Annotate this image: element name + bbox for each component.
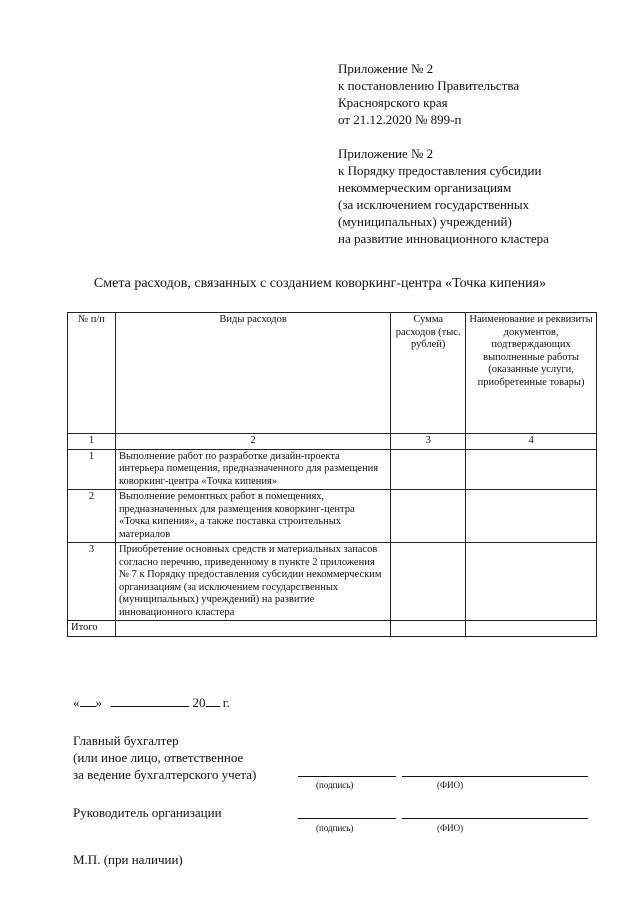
column-number: 4 bbox=[466, 434, 597, 450]
header-line: (муниципальных) учреждений) bbox=[338, 214, 512, 229]
column-number: 3 bbox=[391, 434, 466, 450]
head-sign-caption: (подпись) bbox=[316, 823, 354, 833]
header-line: к Порядку предоставления субсидии bbox=[338, 163, 542, 178]
accountant-label bbox=[73, 732, 256, 783]
total-label: Итого bbox=[68, 621, 116, 637]
total-amount bbox=[391, 621, 466, 637]
document-title: Смета расходов, связанных с созданием коворкинг-центра «Точка кипения» bbox=[93, 276, 547, 291]
header-spacer bbox=[338, 128, 549, 145]
header-number: № п/п bbox=[68, 313, 116, 434]
column-number: 2 bbox=[115, 434, 390, 450]
head-name-line[interactable] bbox=[402, 818, 588, 819]
header-amount: Сумма расходов (тыс. рублей) bbox=[391, 313, 466, 434]
total-row bbox=[68, 621, 597, 637]
year-prefix: 20 bbox=[192, 695, 206, 710]
header-line: Приложение № 2 bbox=[338, 61, 434, 76]
accountant-line: за ведение бухгалтерского учета) bbox=[73, 767, 257, 782]
accountant-line: (или иное лицо, ответственное bbox=[73, 750, 244, 765]
header-line: от 21.12.2020 № 899-п bbox=[338, 112, 462, 127]
date-open-quote: « bbox=[73, 695, 80, 710]
row-description: Выполнение работ по разработке дизайн-проекта интерьера помещения, предназначенного для размещения коворкинг-центра «Точка кипения» bbox=[115, 449, 390, 490]
row-amount bbox=[391, 449, 466, 490]
total-empty bbox=[115, 621, 390, 637]
header-line: Красноярского края bbox=[338, 95, 448, 110]
day-blank[interactable] bbox=[80, 694, 96, 707]
table-row bbox=[68, 449, 597, 490]
row-number: 1 bbox=[68, 449, 116, 490]
header-line: Приложение № 2 bbox=[338, 146, 434, 161]
accountant-line: Главный бухгалтер bbox=[73, 733, 179, 748]
row-amount bbox=[391, 543, 466, 621]
row-number: 3 bbox=[68, 543, 116, 621]
row-documents bbox=[466, 449, 597, 490]
header-line: на развитие инновационного кластера bbox=[338, 231, 549, 246]
accountant-signature-line[interactable] bbox=[298, 776, 396, 777]
accountant-name-line[interactable] bbox=[402, 776, 588, 777]
row-number: 2 bbox=[68, 490, 116, 543]
header-line: к постановлению Правительства bbox=[338, 78, 520, 93]
table-row bbox=[68, 543, 597, 621]
year-suffix: г. bbox=[222, 695, 230, 710]
year-blank[interactable] bbox=[206, 694, 220, 707]
date-close-quote: » bbox=[95, 695, 102, 710]
header-line: некоммерческим организациям bbox=[338, 180, 512, 195]
expense-table bbox=[67, 312, 597, 637]
head-name-caption: (ФИО) bbox=[437, 823, 464, 833]
head-label: Руководитель организации bbox=[73, 805, 222, 820]
appendix-header bbox=[338, 60, 549, 247]
table-header-row bbox=[68, 313, 597, 434]
month-blank[interactable] bbox=[111, 694, 189, 707]
total-documents bbox=[466, 621, 597, 637]
row-documents bbox=[466, 543, 597, 621]
head-signature-line[interactable] bbox=[298, 818, 396, 819]
row-description: Приобретение основных средств и материальных запасов согласно перечню, приведенному в пункте 2 приложения № 7 к Порядку предоставления субсидии некоммерческим организациям (за исключением государственных (муниципальных) учреждений) на развитие инновационного кластера bbox=[115, 543, 390, 621]
header-line: (за исключением государственных bbox=[338, 197, 530, 212]
stamp-label: М.П. (при наличии) bbox=[73, 852, 183, 867]
column-number: 1 bbox=[68, 434, 116, 450]
header-expense-type: Виды расходов bbox=[115, 313, 390, 434]
column-number-row bbox=[68, 434, 597, 450]
table-row bbox=[68, 490, 597, 543]
header-documents: Наименование и реквизиты документов, подтверждающих выполненные работы (оказанные услуги, приобретенные товары) bbox=[466, 313, 597, 434]
row-amount bbox=[391, 490, 466, 543]
accountant-sign-caption: (подпись) bbox=[316, 780, 354, 790]
date-line bbox=[73, 694, 230, 711]
row-documents bbox=[466, 490, 597, 543]
accountant-name-caption: (ФИО) bbox=[437, 780, 464, 790]
row-description: Выполнение ремонтных работ в помещениях, предназначенных для размещения коворкинг-центра «Точка кипения», а также поставка строительных материалов bbox=[115, 490, 390, 543]
